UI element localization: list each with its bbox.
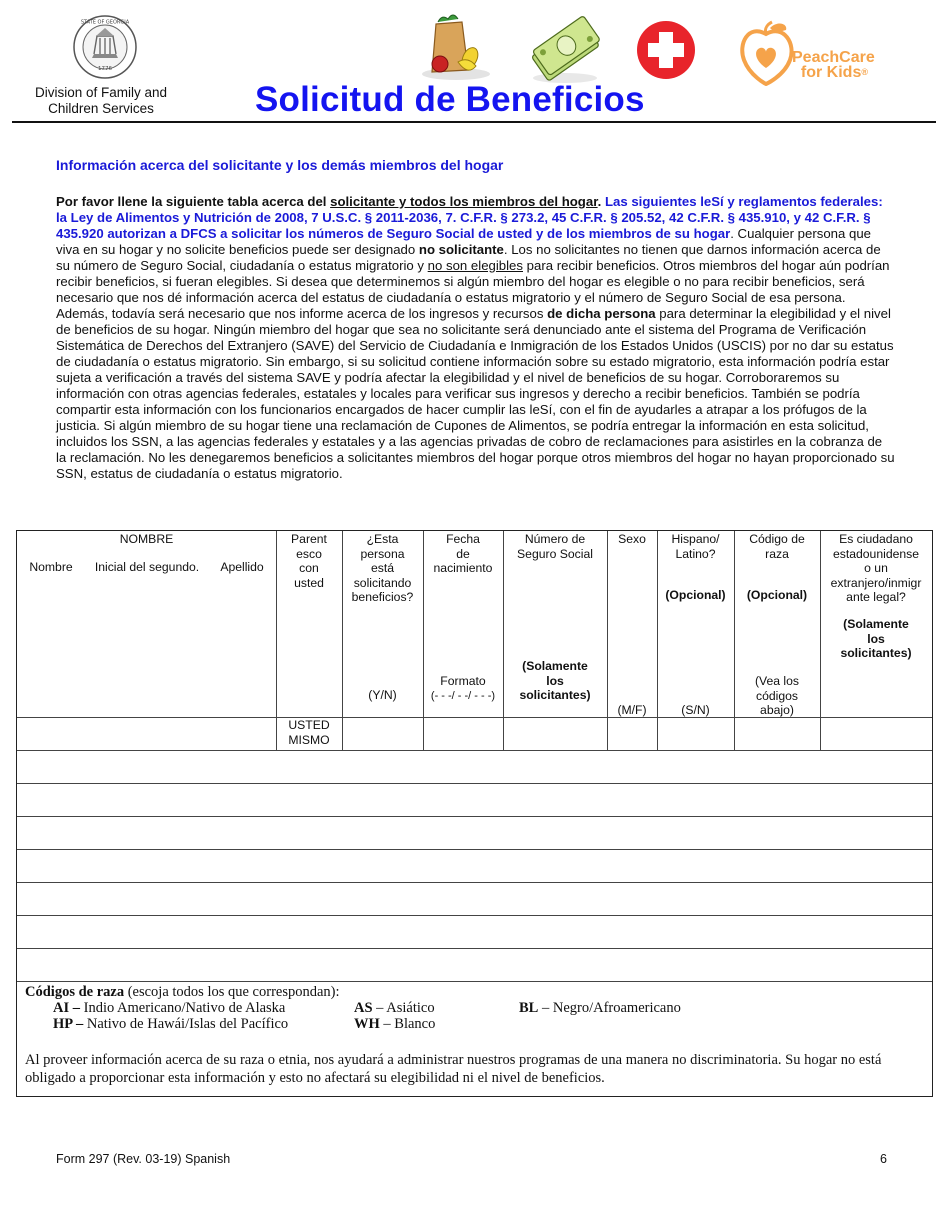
agency-line-1: Division of Family and: [34, 85, 168, 100]
col-fecha-fmt-l1: Formato: [440, 674, 486, 688]
red-cross-icon: [636, 20, 696, 80]
col-ciudadano-l3: o un: [864, 561, 888, 575]
col-line: [503, 531, 504, 751]
col-hispano-optional: (Opcional): [665, 588, 726, 602]
household-member-row[interactable]: [18, 751, 931, 782]
col-ciudadano-note: [820, 617, 932, 661]
agency-line-2: Children Services: [48, 101, 154, 116]
col-fecha-l1: Fecha: [446, 532, 480, 546]
col-raza-note-l1: (Vea los: [754, 674, 800, 688]
race-code-wh-label: Blanco: [394, 1016, 436, 1032]
col-fecha-l3: nacimiento: [433, 561, 493, 575]
col-line: [657, 531, 658, 751]
seal-text-top: STATE OF GEORGIA: [80, 19, 130, 26]
col-ssn-l2: Seguro Social: [517, 546, 593, 561]
col-esta-l4: solicitando: [353, 575, 412, 590]
applicant-name-cell[interactable]: [18, 719, 275, 750]
household-member-row[interactable]: [18, 949, 931, 980]
intro-text-2: . Los no solicitantes no tienen que darnos información acerca de su número de Seguro Social, ciudadanía o estatus migratorio y: [56, 242, 881, 273]
col-hispano: [657, 532, 734, 561]
col-apellido: Apellido: [220, 560, 264, 574]
col-ciudadano: [820, 532, 932, 605]
col-ssn: [503, 532, 607, 561]
intro-text-3: para recibir beneficios. Otros miembros del hogar aún podrían recibir beneficios, si fueran elegibles. Si desea que determinemos si algún miembro del hogar es elegible o no para recibir beneficios, será necesario que nos dé información acerca del estatus de ciudadanía o estatus migratorio y el número de Seguro Social de esa persona. Además, todavía será necesario que nos informe acerca de los ingresos y recursos: [56, 258, 890, 321]
peachcare-peach-icon: [736, 20, 798, 86]
col-ciudadano-l4: extranjero/inmigr: [830, 575, 922, 590]
seal-year: 1776: [98, 66, 112, 72]
section-heading: Información acerca del solicitante y los demás miembros del hogar: [56, 157, 504, 173]
peachcare-line-2-wrap: [792, 65, 868, 80]
col-parentesco-l4: usted: [294, 575, 324, 590]
col-fecha: [423, 532, 503, 576]
race-code-sep: –: [379, 1016, 395, 1032]
race-code-wh-code: WH: [354, 1016, 380, 1032]
col-nombre: Nombre: [29, 560, 73, 574]
intro-legal-authority: Las siguientes leSí y reglamentos federales: la Ley de Alimentos y Nutrición de 2008, 7 U.S.C. § 2011-2036, 7. C.F.R. § 273.2, 45 C.F.R. § 205.52, 42 C.F.R. § 435.910, y 42 C.F.R. § 435.920 autorizan a DFCS a solicitar los números de Seguro Social de usted y de los miembros de su hogar: [56, 194, 883, 241]
page-title: Solicitud de Beneficios: [255, 80, 645, 119]
col-ssn-note-l1: (Solamente: [522, 659, 588, 673]
col-hispano-l2: Latino?: [675, 546, 716, 561]
intro-paragraph: [56, 194, 896, 482]
col-parentesco-l3: con: [299, 561, 319, 575]
intro-underline-lead: solicitante y todos los miembros del hogar: [330, 194, 598, 209]
household-member-row[interactable]: [18, 916, 931, 947]
col-parentesco-l2: esco: [296, 546, 322, 561]
col-ciudadano-note-l1: (Solamente: [843, 617, 909, 631]
col-raza-note-l3: abajo): [760, 703, 794, 717]
intro-dot: .: [597, 194, 602, 209]
col-ciudadano-l2: estadounidense: [832, 546, 920, 561]
race-code-hp-label: Nativo de Hawái/Islas del Pacífico: [86, 1016, 289, 1032]
col-esta-format: (Y/N): [368, 688, 397, 702]
race-code-bl: [519, 1000, 681, 1017]
race-code-hp-code: HP: [53, 1016, 73, 1032]
race-code-bl-label: Negro/Afroamericano: [552, 1000, 681, 1016]
race-code-sep: –: [538, 1000, 553, 1016]
georgia-state-seal-icon: [72, 14, 138, 80]
col-hispano-format: (S/N): [681, 703, 710, 717]
race-codes-instructions: (escoja todos los que correspondan):: [124, 984, 340, 1000]
race-code-as-label: Asiático: [386, 1000, 435, 1016]
col-ciudadano-l1: Es ciudadano: [839, 532, 913, 546]
col-raza-note-l2: códigos: [755, 688, 798, 703]
col-raza: [734, 532, 820, 561]
col-raza-l2: raza: [765, 546, 789, 561]
peachcare-logo-text: [792, 49, 875, 81]
col-ciudadano-note-l3: solicitantes): [840, 646, 912, 660]
col-line: [734, 531, 735, 751]
col-fecha-format: [423, 674, 503, 703]
col-sexo: Sexo: [618, 532, 646, 546]
intro-bold-lead: Por favor llene la siguiente tabla acerca del: [56, 194, 331, 209]
col-esta-l2: persona: [360, 546, 405, 561]
household-member-row[interactable]: [18, 850, 931, 881]
intro-bold-no-solicitante: no solicitante: [418, 242, 504, 257]
household-member-row[interactable]: [18, 784, 931, 815]
household-member-row[interactable]: [18, 883, 931, 914]
agency-name: [20, 85, 182, 117]
groceries-bag-icon: [418, 12, 494, 82]
col-esta-l3: está: [370, 561, 395, 575]
household-member-row[interactable]: [18, 817, 931, 848]
col-ssn-note: [503, 659, 607, 703]
form-identifier: Form 297 (Rev. 03-19) Spanish: [56, 1152, 231, 1166]
race-code-wh: [354, 1016, 435, 1033]
registered-mark: ®: [861, 67, 868, 77]
race-code-sep: –: [72, 1016, 87, 1032]
race-code-ai: [53, 1000, 285, 1017]
intro-bold-dicha-persona: de dicha persona: [547, 306, 656, 321]
col-raza-optional: (Opcional): [746, 588, 808, 602]
col-line: [607, 531, 608, 751]
header-divider: [12, 121, 936, 123]
col-parentesco-l1: Parent: [291, 532, 327, 546]
col-raza-note: [734, 674, 820, 718]
race-code-ai-label: Indio Americano/Nativo de Alaska: [83, 1000, 286, 1016]
intro-underline-no-elegibles: no son elegibles: [427, 258, 523, 273]
col-ciudadano-l5: ante legal?: [846, 590, 906, 604]
nombre-group-header: NOMBRE: [119, 532, 174, 546]
col-raza-l1: Código de: [749, 532, 805, 546]
race-code-hp: [53, 1016, 288, 1033]
col-ssn-l1: Número de: [524, 532, 586, 546]
race-codes-heading: [25, 984, 340, 1000]
codes-top-line: [17, 981, 932, 982]
col-solicitando: [342, 532, 423, 605]
usted-mismo-label: [276, 718, 342, 747]
col-hispano-l1: Hispano/: [671, 532, 720, 546]
peachcare-line-2: for Kids: [800, 64, 862, 81]
intro-text-4: para determinar la elegibilidad y el nivel de beneficios de su hogar. Ningún miembro del hogar que sea no solicitante será denunciado ante el sistema del Programa de Verificación Sistemática de Derechos del Extranjero (SAVE) del Servicio de Ciudadanía e Inmigración de los Estados Unidos (USCIS) por no dar su estatus de ciudadanía o estatus migratorio. Sin embargo, si su solicitud contiene información sobre su estado migratorio, esta información podría estar sujeta a verificación a través del sistema SAVE y podría afectar la elegibilidad y el nivel de beneficios de su hogar. Corroboraremos su información con otras agencias federales, estatales y locales para verificar sus ingresos y derecho a recibir beneficios. También se podría compartir esta información con los funcionarios encargados de hacer cumplir las leSí, con el fin de ayudarles a atrapar a los prófugos de la justicia. Si algún miembro de su hogar tiene una reclamación de Cupones de Alimentos, se podría entregar la información en esta solicitud, incluidos los SSN, a las agencias federales y estatales y a las agencias privadas de cobro de reclamaciones para asistirles en la cobranza de la reclamación. No les denegaremos beneficios a solicitantes miembros del hogar porque otros miembros del hogar no hayan proporcionado su SSN, estatus de ciudadanía o estatus migratorio.: [56, 306, 895, 481]
col-sexo-format: (M/F): [617, 703, 647, 717]
col-inicial: Inicial del segundo.: [94, 560, 200, 574]
race-codes-title: Códigos de raza: [25, 984, 125, 1000]
usted-mismo-l1: USTED: [288, 718, 330, 732]
col-fecha-l2: de: [456, 546, 470, 561]
intro-text-1: . Cualquier persona que viva en su hogar y no solicite beneficios puede ser designado: [56, 226, 871, 257]
col-ssn-note-l3: solicitantes): [519, 688, 591, 702]
money-bills-icon: [525, 14, 607, 84]
race-code-bl-code: BL: [519, 1000, 539, 1016]
col-fecha-fmt-l2: (- - -/ - -/ - - -): [430, 689, 496, 702]
col-parentesco: [276, 532, 342, 590]
peachcare-line-1: PeachCare: [792, 49, 875, 66]
col-ssn-note-l2: los: [546, 673, 564, 688]
race-code-sep: –: [69, 1000, 84, 1016]
race-code-sep: –: [372, 1000, 387, 1016]
usted-mismo-l2: MISMO: [288, 732, 330, 747]
race-code-as-code: AS: [354, 1000, 373, 1016]
col-ciudadano-note-l2: los: [867, 631, 885, 646]
race-code-as: [354, 1000, 435, 1017]
page-number: 6: [880, 1152, 887, 1166]
race-code-ai-code: AI: [53, 1000, 70, 1016]
col-esta-l1: ¿Esta: [366, 532, 399, 546]
col-esta-l5: beneficios?: [351, 590, 414, 604]
race-disclaimer: Al proveer información acerca de su raza o etnia, nos ayudará a administrar nuestros programas de una manera no discriminatoria. Su hogar no está obligado a proporcionar esta información y esto no afectará su elegibilidad ni el nivel de beneficios.: [25, 1052, 882, 1086]
